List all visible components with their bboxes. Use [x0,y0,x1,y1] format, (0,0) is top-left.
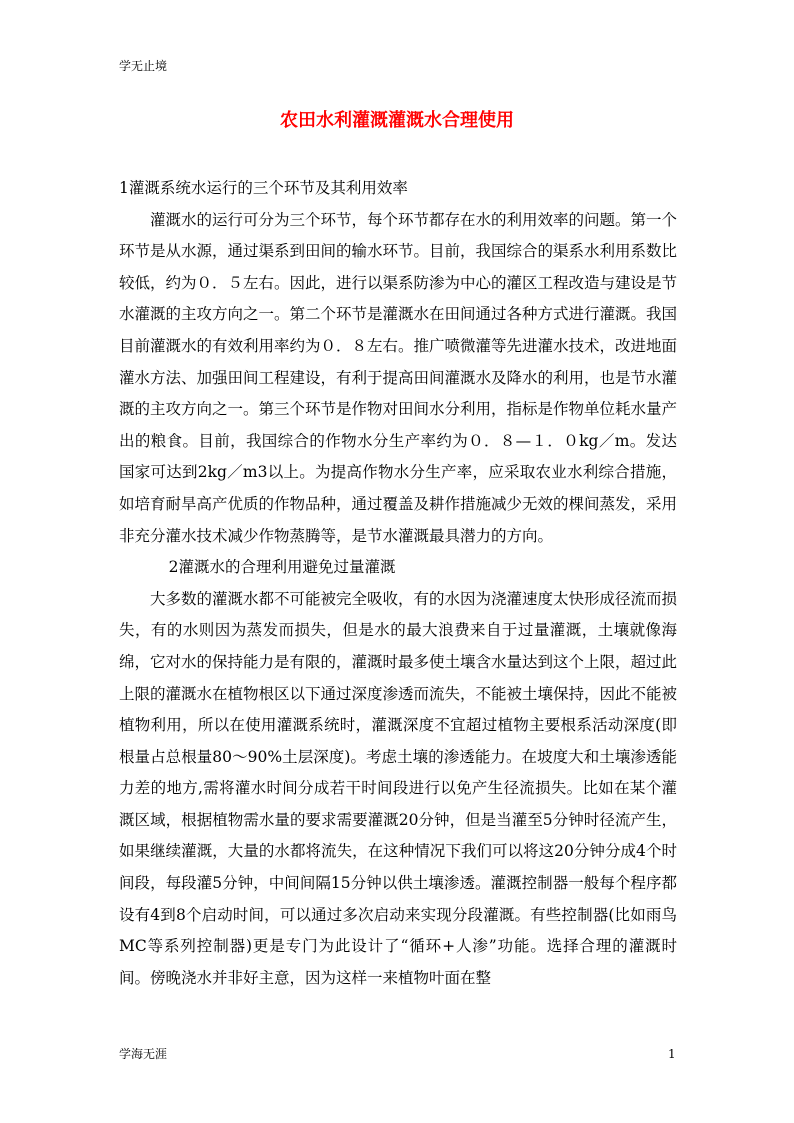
document-body [119,173,677,994]
document-title: 农田水利灌溉灌溉水合理使用 [280,110,514,131]
page-number: 1 [668,1047,676,1061]
paragraph-1: 灌溉水的运行可分为三个环节，每个环节都存在水的利用效率的问题。第一个环节是从水源，通过渠系到田间的输水环节。目前，我国综合的渠系水利用系数比较低，约为０．５左右。因此，进行以渠系防渗为中心的灌区工程改造与建设是节水灌溉的主攻方向之一。第二个环节是灌溉水在田间通过各种方式进行灌溉。我国目前灌溉水的有效利用率约为０．８左右。推广喷微灌等先进灌水技术，改进地面灌水方法、加强田间工程建设，有利于提高田间灌溉水及降水的利用，也是节水灌溉的主攻方向之一。第三个环节是作物对田间水分利用，指标是作物单位耗水量产出的粮食。目前，我国综合的作物水分生产率约为０．８—１．０kg／m。发达国家可达到2kg／m3以上。为提高作物水分生产率，应采取农业水利综合措施，如培育耐旱高产优质的作物品种，通过覆盖及耕作措施减少无效的棵间蒸发，采用非充分灌水技术减少作物蒸腾等，是节水灌溉最具潜力的方向。 [119,210,678,545]
section-heading-2: 2灌溉水的合理利用避免过量灌溉 [168,558,396,577]
paragraph-2: 大多数的灌溉水都不可能被完全吸收，有的水因为浇灌速度太快形成径流而损失，有的水则因为蒸发而损失，但是水的最大浪费来自于过量灌溉，土壤就像海绵，它对水的保持能力是有限的，灌溉时最多使土壤含水量达到这个上限，超过此上限的灌溉水在植物根区以下通过深度渗透而流失，不能被土壤保持，因此不能被植物利用，所以在使用灌溉系统时，灌溉深度不宜超过植物主要根系活动深度(即根量占总根量80～90%土层深度)。考虑土壤的渗透能力。在坡度大和土壤渗透能力差的地方,需将灌水时间分成若干时间段进行以免产生径流损失。比如在某个灌溉区域，根据植物需水量的要求需要灌溉20分钟，但是当灌至5分钟时径流产生，如果继续灌溉，大量的水都将流失，在这种情况下我们可以将这20分钟分成4个时间段，每段灌5分钟，中间间隔15分钟以供土壤渗透。灌溉控制器一般每个程序都设有4到8个启动时间，可以通过多次启动来实现分段灌溉。有些控制器(比如雨鸟MC等系列控制器)更是专门为此设计了“循环+人渗”功能。选择合理的灌溉时间。傍晚浇水并非好主意，因为这样一来植物叶面在整 [119,589,678,987]
page-footer: 学海无涯 [119,1047,168,1061]
page-header: 学无止境 [119,59,168,73]
section-heading-1: 1灌溉系统水运行的三个环节及其利用效率 [119,179,408,197]
